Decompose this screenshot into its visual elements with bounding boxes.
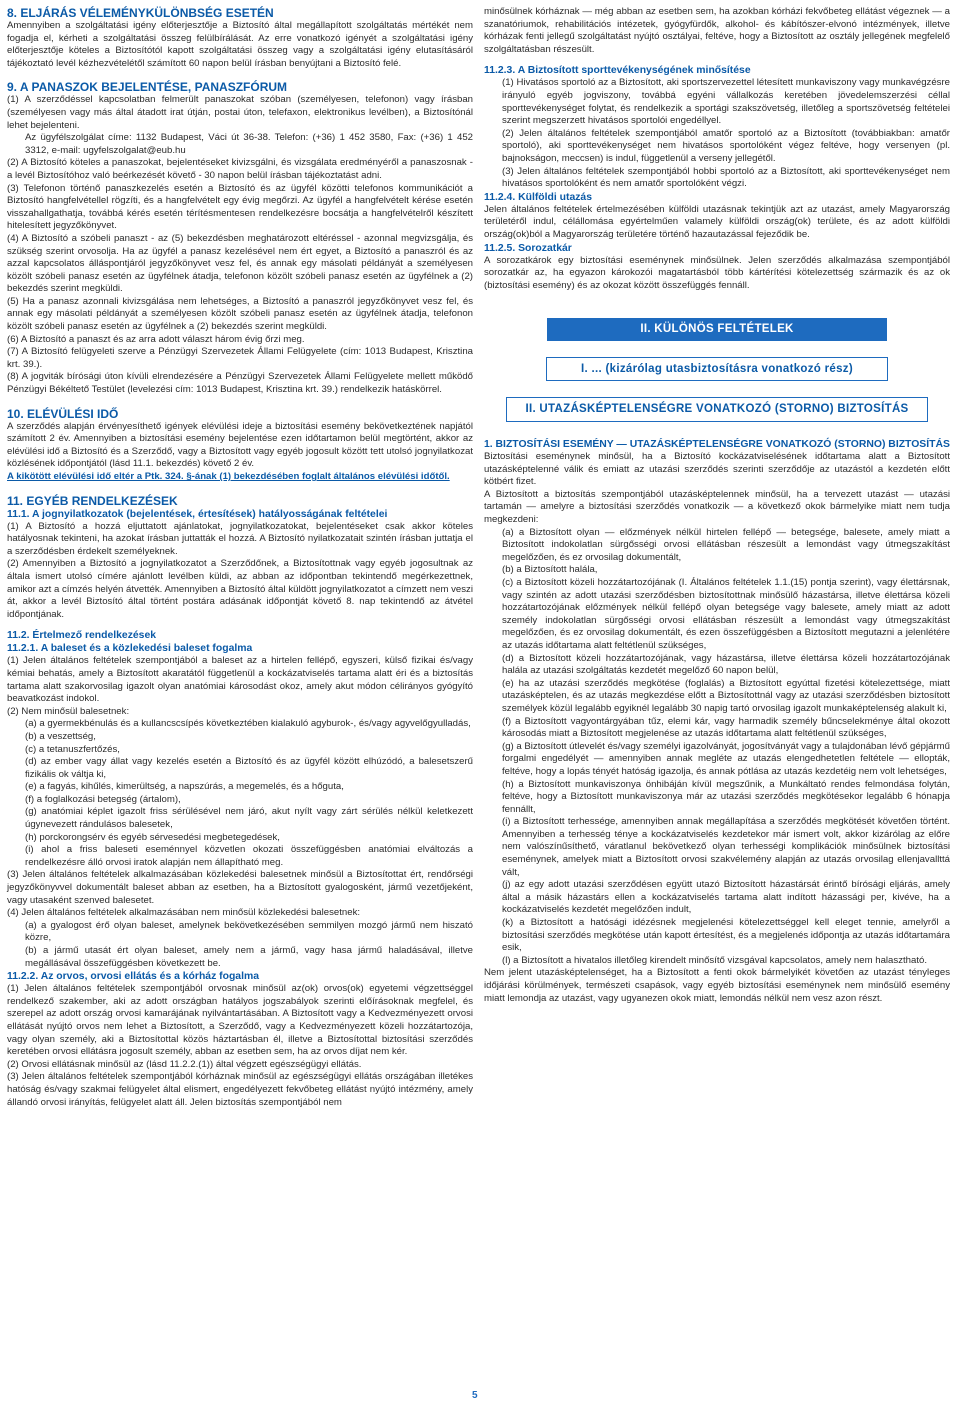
section-9-paragraph-5: (5) Ha a panasz azonnali kivizsgálása nem lehetséges, a Biztosító a panaszról jegyzőkönyvet vesz fel, és annak egy másolati példányát a személyesen közölt szóbeli panasz esetén az ügyfélnek átadja, telefonon közölt szóbeli panasz esetén az ügyfélnek a (2) bekezdés szerint megküldi. [7,295,473,333]
section-11-2-5-paragraph: A sorozatkárok egy biztosítási eseménynek minősülnek. Jelen szerződés alkalmazása szempontjából sorozatkár az, ha egyazon károkozói magatartásból több kártérítési kötelezettség származik és az ok (biztosítási esemény) és az okozat között összefüggés fennáll. [484,254,950,291]
section-9-paragraph-1: (1) A szerződéssel kapcsolatban felmerült panaszokat szóban (személyesen, telefonon) vagy írásban (személyesen vagy más által átadott irat útján, postai úton, telefaxon, elektronikus levélben), a Biztosítónál lehet bejelenteni. [7,94,473,131]
section-11-2-2-paragraph-3: (3) Jelen általános feltételek szempontjából kórháznak minősül az egészségügyi ellátás országában illetékes hatóság és/vagy szakmai felügyelet által elismert, engedélyezett fekvőbeteg ellátást nyújtó intézmény, amely állandó orvosi irányítás, felügyelet alatt áll. Jelen biztosítás szempontjából nem [7,1071,473,1108]
section-11-2-title: 11.2. Értelmező rendelkezések [7,630,157,642]
list-item: (e) ha az utazási szerződés megkötése (foglalás) a Biztosított egyúttal fizetési kötelezettsége, miatt utazásképtelen, és az utazás megkezdése előtt a Biztosítottnál vagy az utazási szerződésben biztosított személyek közül legalább egyiknél legalább 30 napig tartó orvosilag igazolt munkaképtelenség alakult ki, [502,677,950,714]
section-9-paragraph-2: (2) A Biztosító köteles a panaszokat, bejelentéseket kivizsgálni, és vizsgálata eredményéről a panaszosnak - a levél Biztosítóhoz való beérkezését követő - 30 napon belül írásban tájékoztatást adni. [7,157,473,181]
list-item: (b) a jármű utasát ért olyan baleset, amely nem a jármű, vagy hasa jármű haladásával, illetve megállásával összefüggésben következett be. [25,945,473,969]
exclusion-list [7,718,473,869]
section-11-2-2-paragraph-1: (1) Jelen általános feltételek szempontjából orvosnak minősül az(ok) orvos(ok) egyetemi végzettséggel rendelkező szakember, aki az adott országban hatályos jogszabályok szerinti előírásoknak megfelel, és szerepel az adott ország orvosi kamarájának nyilvántartásában. A Biztosított vagy a Kedvezményezett orvosi ellátását nyújtó orvos nem lehet a Biztosított, a Szerződő, vagy a Kedvezményezett közeli hozzátartozója, vagy olyan személy, aki a Biztosítottal közös háztartásban él, illetve a Biztosítottal biztosítási szerződés keretében orvosi ellátásra jogosult személy, abban az esetben sem, ha az orvos díjat nem kér. [7,983,473,1058]
section-8-paragraph: Amennyiben a szolgáltatási igény előterjesztője a Biztosító által megállapított szolgáltatás mértékét nem fogadja el, kérheti a szolgáltatási összeg felülbírálását. Az erre vonatkozó igényét a szolgáltatási igény előterjesztője köteles a Biztosítótól kapott szolgáltatási összeg vagy a szolgáltatási igény elutasításáról tájékoztató levél kézhezvételétől számított 60 napon belül írásban benyújtani a Biztosító felé. [7,20,473,69]
insured-event-title: 1. BIZTOSÍTÁSI ESEMÉNY — UTAZÁSKÉPTELENSÉGRE VONATKOZÓ (STORNO) BIZTOSÍTÁS [484,439,950,451]
section-11-1-paragraph-1: (1) A Biztosító a hozzá eljuttatott ajánlatokat, jognyilatkozatokat, bejelentéseket csak akkor köteles hatályosnak tekinteni, ha azokat írásban juttatták el hozzá. A Biztosító nyilatkozatait szintén írásban juttatja el a szerződésben érdekelt személyeknek. [7,520,473,557]
section-10-paragraph: A szerződés alapján érvényesíthető igények elévülési ideje a biztosítási esemény bekövetkeztének napjától számított 2 év. Amennyiben a biztosítási esemény bejelentése ezen időtartamon belül megtörtént, akkor az elévülési idő a Biztosító és a Szerződő, vagy a Biztosított vagy egyéb jogosult között tett utolsó jognyilatkozat közlésének időpontjától (lásd 11.1. bekezdés) követő 2 év. [7,420,473,470]
list-item: (j) az egy adott utazási szerződésen együtt utazó Biztosított házastársát érintő bírósági eljárás, amely által a másik házastárs ellen a kockázatviselés tartama alatt indított házassági per, kivéve, ha a kockázatviselés kezdetét megelőzően indult, [502,879,950,916]
travel-insurance-banner: I. ... (kizárólag utasbiztosításra vonatkozó rész) [546,357,888,382]
section-9-paragraph-8: (8) A jogviták bírósági úton kívüli elrendezésére a Pénzügyi Szervezetek Állami Felügyelete mellett működő Pénzügyi Békéltető Testület (levelezési cím: 1013 Budapest, Krisztina krt. 39.) rendelkezik hatáskörrel. [7,371,473,396]
right-column [484,6,950,1005]
section-11-2-2-title: 11.2.2. Az orvos, orvosi ellátás és a kórház fogalma [7,971,259,983]
section-9-paragraph-3: (3) Telefonon történő panaszkezelés esetén a Biztosító és az ügyfél közötti telefonos kommunikációt a Biztosító hangfelvétellel rögzíti, és a hangfelvételt egy évig megőrzi. Az ügyfél a hangfelvételt kérése esetén visszahallgathatja, továbbá kérés esetén térítésmentesen rendelkezésre bocsátja a hangfelvételről készített hitelesített jegyzőkönyvet. [7,182,473,232]
list-item: (l) a Biztosított a hivatalos illetőleg kirendelt minősítő vizsgával kapcsolatos, amely nem halasztható. [502,954,927,966]
list-item: (g) anatómiai képlet igazolt friss sérülésével nem járó, akut nyílt vagy zárt sérülés nélkül keletkezett úgynevezett rándulásos balesetek, [25,806,473,831]
list-item: (h) porckorongsérv és egyéb sérvesedési megbetegedések, [25,831,280,843]
left-column [7,6,473,1109]
section-11-2-1-paragraph-3: (3) Jelen általános feltételek alkalmazásában közlekedési balesetnek minősül a Biztosítottat ért, rendőrségi jegyzőkönyvvel dokumentált baleset abban az esetben, ha a Biztosított gyalogosként, jármű vezetőjeként, vagy utasaként szenved balesetet. [7,869,473,906]
list-item: (g) a Biztosított útlevelét és/vagy személyi igazolványát, jogosítványát vagy a tulajdonában lévő gépjármű forgalmi engedélyét — amennyiben annak megléte az utazás elengedhetetlen feltétele — ellopták, feltéve, hogy a lopás tényét hatóság igazolja, és annak pótlása az utazás kezdetéig nem volt lehetséges, [502,740,950,777]
section-11-2-4-paragraph: Jelen általános feltételek értelmezésében külföldi utazásnak tekintjük azt az utazást, amely Magyarország területéről indul, célállomása egyértelműen valamely külföldi ország(ok) területe, és az adott külföldi ország(ok)ból a Magyarország területére történő hazautazással fejeződik be. [484,203,950,240]
list-item: (h) a Biztosított munkaviszonya önhibáján kívül megszűnik, a Munkáltató rendes felmondása folytán, feltéve, hogy a Biztosított munkaviszonya már az utazási szerződés megkötésekor legalább 6 hónapja fennállt, [502,778,950,815]
continued-paragraph: minősülnek kórháznak — még abban az esetben sem, ha azokban kórházi fekvőbeteg ellátást végeznek — a szanatóriumok, rehabilitációs intézetek, gyógyfürdők, alkohol- és kábítószer-elvonó intézmények, illetve kórházak fenti jellegű szolgáltatást nyújtó osztályai, feltéve, hogy a Biztosított az osztály jellegének megfelelő szolgáltatásban részesült. [484,6,950,55]
list-item: (b) a Biztosított halála, [502,564,598,576]
list-item: (i) ahol a friss baleseti eseménnyel közvetlen okozati összefüggésben anatómiai elváltozás a rendelkezésre álló orvosi iratok alapján nem állapítható meg. [25,844,473,868]
section-9-paragraph-6: (6) A Biztosító a panaszt és az arra adott választ három évig őrzi meg. [7,333,305,345]
section-11-1-paragraph-2: (2) Amennyiben a Biztosító a jognyilatkozatot a Szerződőnek, a Biztosítottnak vagy egyéb jogosultnak az általa ismert utolsó címére ajánlott levélben küldi, az abban az időpontban tekintendő megérkezettnek, amikor azt a címzés helyén átvették. Amennyiben a Biztosító által küldött jognyilatkozatot a címzett nem veszi át, akkor a levél Biztosító által történt postára adásának időpontját követő 8. nap tekintendő az átvétel időpontjának. [7,558,473,620]
section-8-title: 8. ELJÁRÁS VÉLEMÉNYKÜLÖNBSÉG ESETÉN [7,6,274,20]
page-number: 5 [472,1390,478,1401]
insured-event-paragraph-2: A Biztosított a biztosítás szempontjából utazásképtelennek minősül, ha a tervezett utazást — utazási tartamán — amelyre a biztosítási szerződés vonatkozik — a következő okok bármelyike miatt nem tudja megkezdeni: [484,488,950,526]
list-item: (c) a tetanuszfertőzés, [25,743,120,755]
list-item: (d) a Biztosított közeli hozzátartozójának, vagy házastársa, illetve élettársa közeli hozzátartozójának halála az utazási szolgáltatás kezdetét megelőző 60 napon belül, [502,652,950,677]
list-item: (a) a gyalogost érő olyan baleset, amelynek bekövetkezésében semmilyen mozgó jármű nem hiszató közre, [25,919,473,944]
section-10-title: 10. ELÉVÜLÉSI IDŐ [7,406,119,421]
list-item: (f) a foglalkozási betegség (ártalom), [25,793,181,805]
list-item: (d) az ember vagy állat vagy kezelés esetén a Biztosító és az ügyfél között elhúzódó, a balesetszerű fizikális ok váltja ki, [25,756,473,780]
section-11-2-2-paragraph-2: (2) Orvosi ellátásnak minősül az (lásd 11.2.2.(1)) által végzett egészségügyi ellátás. [7,1058,362,1070]
section-11-2-1-title: 11.2.1. A baleset és a közlekedési baleset fogalma [7,643,253,655]
list-item: (c) a Biztosított közeli hozzátartozójának (I. Általános feltételek 1.1.(15) pontja szerint), vagy élettársnak, vagy szintén az adott utazási szerződésben biztosítottnak minősülő házastársa, illetve élettársa közeli hozzátartozójának előzmények nélkül fellépő olyan betegsége vagy balesete, amely miatt az adott személy indokolatlan sürgősségi orvosi ellátásban részesült a lemondást vagy útmegszakítást megelőzően, és ez orvosilag dokumentált, és ezen összefüggésben a Biztosított megutazni a jelenlétére az utazás időtartama alatt feltétlenül szükséges, [502,577,950,651]
section-9-address: Az ügyfélszolgálat címe: 1132 Budapest, Váci út 36-38. Telefon: (+36) 1 452 3580, Fax: (+36) 1 452 3312, e-mail: ugyfelszolgalat@eub.hu [25,132,473,156]
section-11-title: 11. EGYÉB RENDELKEZÉSEK [7,493,178,508]
section-11-2-3-paragraph-2: (2) Jelen általános feltételek szempontjából amatőr sportoló az a Biztosított (továbbiakban: amatőr sportoló), aki sporttevékenységet nem hivatásos sportolóként végez feltéve, hogy versenyen (pl. bajnokságon, meccsen) is indul, függetlenül a verseny jellegétől. [502,127,950,164]
list-item: (f) a Biztosított vagyontárgyában tűz, elemi kár, vagy harmadik személy bűncselekménye által okozott károsodás miatt a Biztosított megjelenése az utazás időtartama alatt feltétlenül szükséges, [502,715,950,740]
storno-insurance-banner: II. UTAZÁSKÉPTELENSÉGRE VONATKOZÓ (STORNO) BIZTOSÍTÁS [506,397,928,422]
list-item: (a) a gyermekbénulás és a kullancscsípés következtében kialakuló agyburok-, és/vagy agyvelőgyulladás, [25,718,471,730]
section-11-2-1-paragraph-2: (2) Nem minősül balesetnek: [7,705,130,717]
section-11-2-5-title: 11.2.5. Sorozatkár [484,242,572,254]
section-11-2-3-title: 11.2.3. A Biztosított sporttevékenységének minősítése [484,65,751,77]
list-item: (i) a Biztosított terhessége, amennyiben annak megállapítása a szerződés megkötését követően történt. Amennyiben a terhesség ténye a kockázatviselés kezdetekor már ismert volt, akkor kizárólag az előre nem valószínűsíthető, váratlanul bekövetkező olyan terhességi komplikációk minősülnek biztosítási eseménynek, amelyek miatt a Biztosított orvosi szakvélemény alapján az utazás orvosilag ellenjavallttá vált, [502,816,950,878]
section-11-2-3-paragraph-3: (3) Jelen általános feltételek szempontjából hobbi sportoló az a Biztosított, aki sporttevékenységet nem hivatásos sportolóként és nem amatőr sportolóként végzi. [502,165,950,190]
section-11-2-1-paragraph-4: (4) Jelen általános feltételek alkalmazásában nem minősül közlekedési balesetnek: [7,907,361,919]
section-9-paragraph-7: (7) A Biztosító felügyeleti szerve a Pénzügyi Szervezetek Állami Felügyelete (cím: 1013 Budapest, Krisztina krt. 39.). [7,346,473,370]
section-10-bold-note: A kikötött elévülési idő eltér a Ptk. 324. §-ának (1) bekezdésében foglalt általános elévülési időtől. [7,471,450,482]
list-item: (a) a Biztosított olyan — előzmények nélkül hirtelen fellépő — betegsége, balesete, amely miatt a Biztosított indokolatlan sürgősségi orvosi ellátásban részesült a lemondást vagy útmegszakítást megelőzően, és ez orvosilag dokumentált, [502,526,950,563]
section-11-2-4-title: 11.2.4. Külföldi utazás [484,191,592,203]
special-terms-banner: II. KÜLÖNÖS FELTÉTELEK [547,318,887,341]
list-item: (b) a veszettség, [25,730,96,742]
insured-event-paragraph-3: Nem jelent utazásképtelenséget, ha a Biztosított a fenti okok bármelyikét követően az utazást tényleges időjárási körülmények, természeti csapások, vagy egyéb biztosítási eseménynek nem minősülő esemény miatt lemondja az utazást, vagy ugyanezen okok miatt, lemondás nélkül nem vesz azon részt. [484,967,950,1004]
insured-event-paragraph-1: Biztosítási eseménynek minősül, ha a Biztosító kockázatviselésének időtartama alatt a Biztosított utazásképtelenné válik és emiatt az utazási szerződés szerinti szerződője az utazástól a kezdetén előtt kötbért fizet. [484,451,950,488]
list-item: (e) a fagyás, kihűlés, kimerültség, a napszúrás, a megemelés, és a hőguta, [25,781,344,793]
section-11-1-title: 11.1. A jognyilatkozatok (bejelentések, értesítések) hatályosságának feltételei [7,508,388,520]
section-9-paragraph-4: (4) A Biztosító a szóbeli panaszt - az (5) bekezdésben meghatározott eltéréssel - azonnal megvizsgálja, és szükség szerint orvosolja. Ha az ügyfél a panasz kezelésével nem ért egyet, a Biztosító a panaszról és az azzal kapcsolatos álláspontjáról jegyzőkönyvet vesz fel, és annak egy másolati példányát a személyesen közölt szóbeli panasz esetén az ügyfélnek átadja, telefonon közölt szóbeli panasz esetén az ügyfélnek a (2) bekezdés szerint megküldi. [7,232,473,295]
list-item: (k) a Biztosított a hatósági idézésnek megjelenési kötelezettséggel kell eleget tennie, amelyről a biztosítási szerződés megkötése után kapott értesítést, és a megjelenés időpontja az utazás időtartamára esik, [502,917,950,954]
section-11-2-1-paragraph-1: (1) Jelen általános feltételek szempontjából a baleset az a hirtelen fellépő, egyszeri, külső fizikai és/vagy kémiai behatás, amely a Biztosított akaratától függetlenül a kockázatviselés tartama alatt éri és a biztosítás tartama alatt szakorvosilag igazolt olyan anatómiai károsodást okoz, amely akut módon célirányos gyógyító beavatkozást indokol. [7,655,473,705]
section-9-title: 9. A PANASZOK BEJELENTÉSE, PANASZFÓRUM [7,80,288,95]
section-11-2-3-paragraph-1: (1) Hivatásos sportoló az a Biztosított, aki sportszervezettel létesített munkaviszony vagy munkavégzésre irányuló egyéb jogviszony, továbbá egyéni vállalkozás keretében jövedelemszerzési céllal sporttevékenységet folytat, és rendelkezik a sportági szakszövetség, illetőleg a sportszövetség feltételei szerint megszerzett hivatásos sportolói engedéllyel. [502,77,950,127]
incapacity-reasons-list [484,527,950,968]
